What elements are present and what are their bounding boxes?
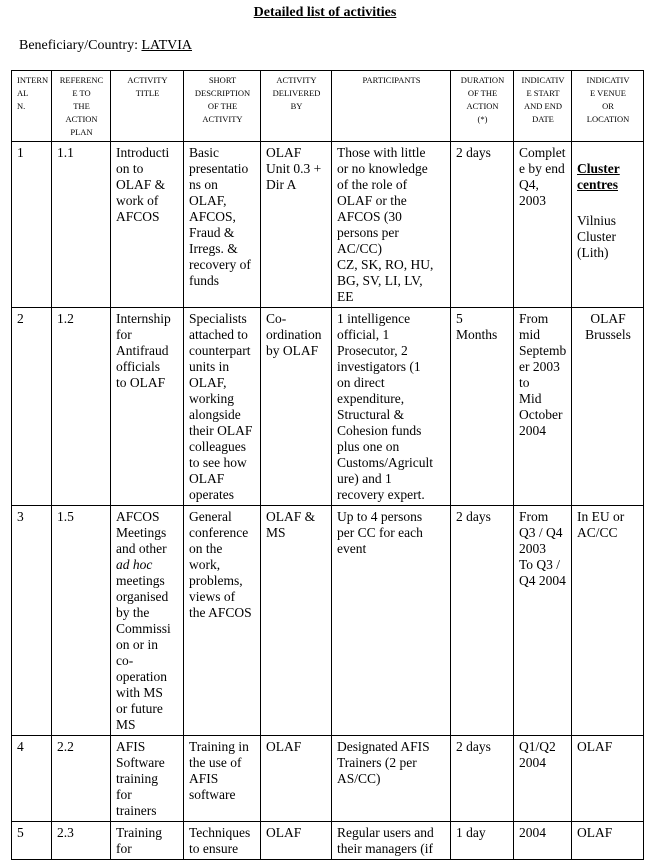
title-text-part2: meetings organised by the Commissi on or in co- operation with MS or future MS <box>116 573 171 732</box>
venue-cluster-centres: Cluster centres <box>577 161 620 192</box>
cell-duration: 5 Months <box>451 308 514 506</box>
table-row <box>12 736 644 822</box>
venue-vilnius-cluster: Vilnius Cluster (Lith) <box>577 213 616 260</box>
cell-venue: OLAF <box>572 736 644 822</box>
cell-duration: 2 days <box>451 506 514 736</box>
cell-duration: 1 day <box>451 822 514 860</box>
cell-internal-no: 5 <box>12 822 52 860</box>
cell-venue: OLAF <box>572 822 644 860</box>
cell-reference: 1.5 <box>52 506 111 736</box>
cell-dates: Complet e by end Q4, 2003 <box>514 142 572 308</box>
cell-participants: Regular users and their managers (if <box>332 822 451 860</box>
document-title: Detailed list of activities <box>253 5 397 20</box>
cell-activity-title: AFIS Software training for trainers <box>111 736 184 822</box>
cell-dates: Q1/Q2 2004 <box>514 736 572 822</box>
header-venue: INDICATIV E VENUE OR LOCATION <box>572 71 644 142</box>
cell-dates: From Q3 / Q4 2003 To Q3 / Q4 2004 <box>514 506 572 736</box>
cell-venue <box>572 142 644 308</box>
cell-reference: 1.2 <box>52 308 111 506</box>
cell-short-description: General conference on the work, problems, views of the AFCOS <box>184 506 261 736</box>
cell-duration: 2 days <box>451 736 514 822</box>
header-reference: REFERENC E TO THE ACTION PLAN <box>52 71 111 142</box>
header-dates: INDICATIV E START AND END DATE <box>514 71 572 142</box>
cell-delivered-by: Co- ordination by OLAF <box>261 308 332 506</box>
cell-venue: OLAF Brussels <box>572 308 644 506</box>
cell-activity-title <box>111 506 184 736</box>
header-short-description: SHORT DESCRIPTION OF THE ACTIVITY <box>184 71 261 142</box>
beneficiary-country: LATVIA <box>141 38 193 53</box>
cell-reference: 2.2 <box>52 736 111 822</box>
cell-short-description: Techniques to ensure <box>184 822 261 860</box>
cell-activity-title: Training for <box>111 822 184 860</box>
cell-delivered-by: OLAF <box>261 736 332 822</box>
beneficiary-line <box>19 38 192 54</box>
header-internal-no: INTERN AL N. <box>12 71 52 142</box>
header-activity-title: ACTIVITY TITLE <box>111 71 184 142</box>
cell-participants: Those with little or no knowledge of the role of OLAF or the AFCOS (30 persons per AC/CC) CZ, SK, RO, HU, BG, SV, LI, LV, EE <box>332 142 451 308</box>
table-row <box>12 822 644 860</box>
cell-reference: 1.1 <box>52 142 111 308</box>
header-delivered-by: ACTIVITY DELIVERED BY <box>261 71 332 142</box>
cell-internal-no: 3 <box>12 506 52 736</box>
cell-activity-title: Internship for Antifraud officials to OLAF <box>111 308 184 506</box>
cell-delivered-by: OLAF Unit 0.3 + Dir A <box>261 142 332 308</box>
cell-internal-no: 1 <box>12 142 52 308</box>
table-row <box>12 506 644 736</box>
table-header-row <box>12 71 644 142</box>
beneficiary-label: Beneficiary/Country: <box>19 38 142 53</box>
cell-duration: 2 days <box>451 142 514 308</box>
title-text-part1: AFCOS Meetings and other <box>116 509 167 556</box>
activities-table <box>11 70 644 860</box>
table-row <box>12 308 644 506</box>
cell-dates: 2004 <box>514 822 572 860</box>
cell-internal-no: 2 <box>12 308 52 506</box>
cell-reference: 2.3 <box>52 822 111 860</box>
title-text-italic: ad hoc <box>116 557 153 572</box>
cell-short-description: Training in the use of AFIS software <box>184 736 261 822</box>
cell-delivered-by: OLAF & MS <box>261 506 332 736</box>
header-participants: PARTICIPANTS <box>332 71 451 142</box>
cell-activity-title: Introducti on to OLAF & work of AFCOS <box>111 142 184 308</box>
cell-participants: 1 intelligence official, 1 Prosecutor, 2 investigators (1 on direct expenditure, Structural & Cohesion funds plus one on Customs/Agricult ure) and 1 recovery expert. <box>332 308 451 506</box>
cell-delivered-by: OLAF <box>261 822 332 860</box>
cell-short-description: Specialists attached to counterpart units in OLAF, working alongside their OLAF colleagues to see how OLAF operates <box>184 308 261 506</box>
cell-dates: From mid Septemb er 2003 to Mid October 2004 <box>514 308 572 506</box>
table-row <box>12 142 644 308</box>
cell-venue: In EU or AC/CC <box>572 506 644 736</box>
cell-internal-no: 4 <box>12 736 52 822</box>
cell-participants: Designated AFIS Trainers (2 per AS/CC) <box>332 736 451 822</box>
cell-participants: Up to 4 persons per CC for each event <box>332 506 451 736</box>
cell-short-description: Basic presentatio ns on OLAF, AFCOS, Fraud & Irregs. & recovery of funds <box>184 142 261 308</box>
header-duration: DURATION OF THE ACTION (*) <box>451 71 514 142</box>
